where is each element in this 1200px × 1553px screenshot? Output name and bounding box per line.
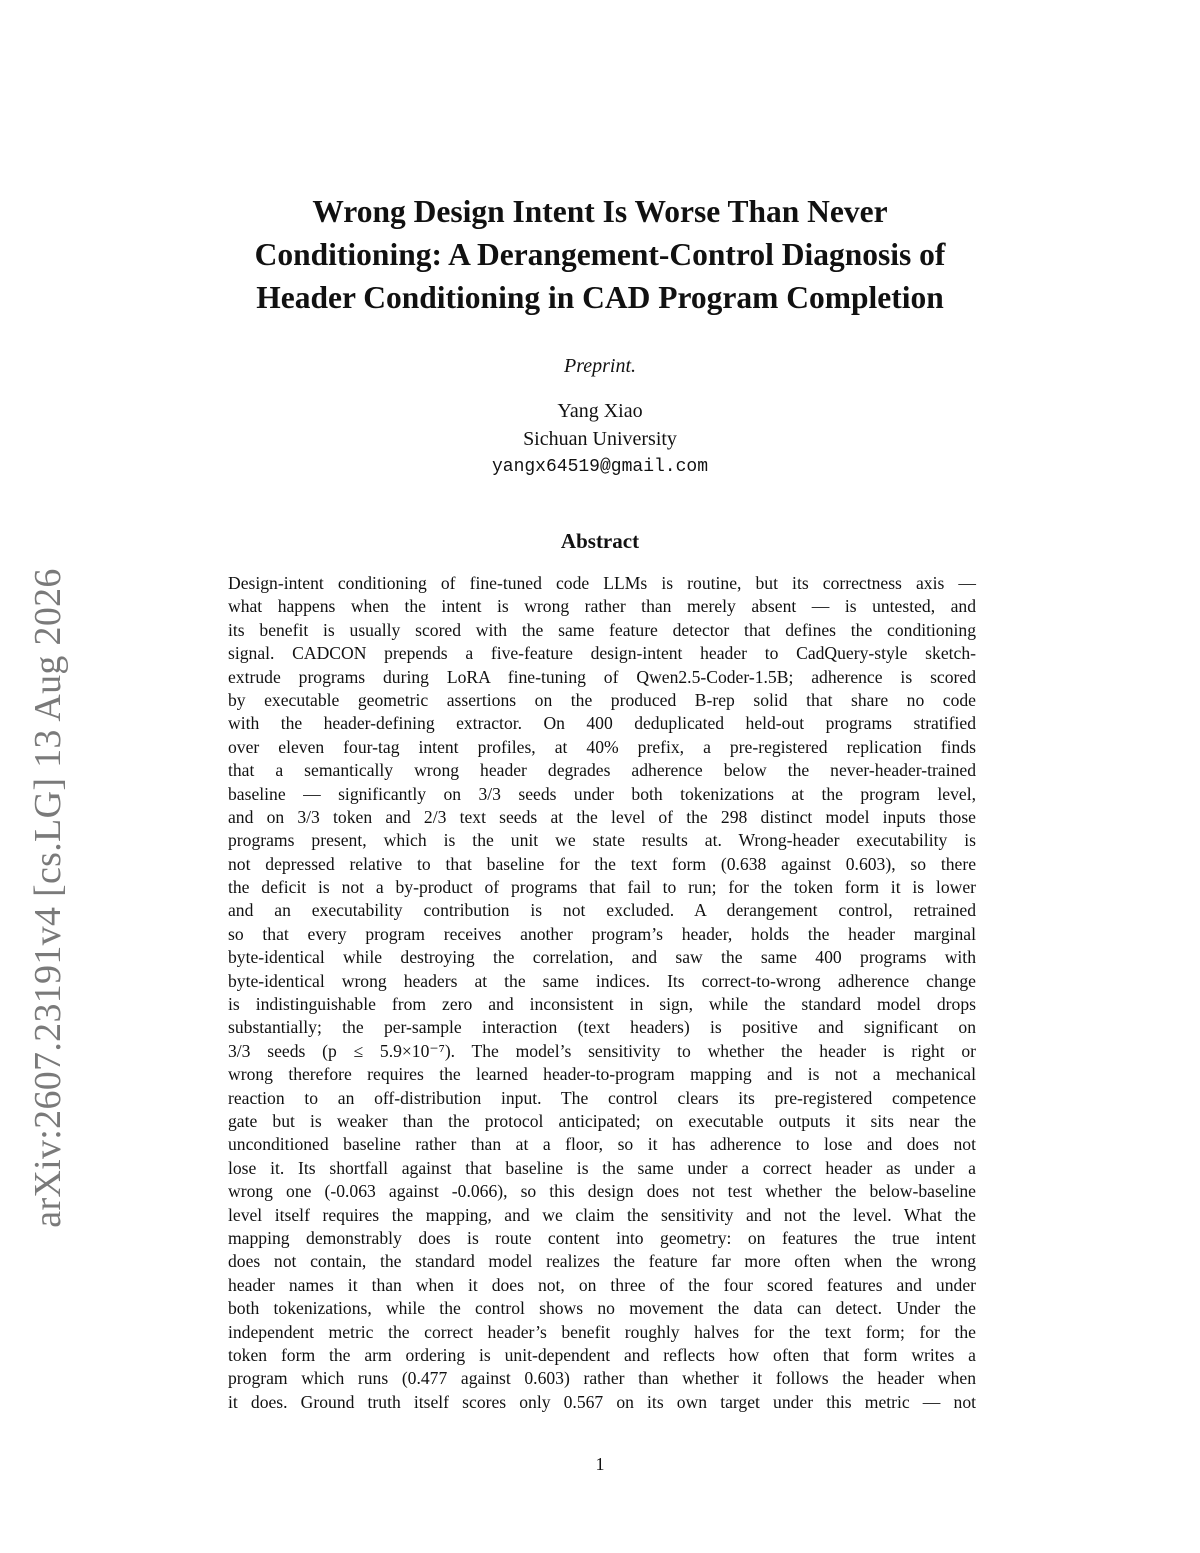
abstract-line: programs present, which is the unit we state results at. Wrong-header executability is bbox=[228, 830, 976, 851]
abstract-line: lose it. Its shortfall against that baseline is the same under a correct header as under a bbox=[228, 1157, 976, 1178]
preprint-label: Preprint. bbox=[563, 355, 637, 377]
abstract-line: program which runs (0.477 against 0.603) rather than whether it follows the header when bbox=[228, 1368, 976, 1389]
abstract-line: by executable geometric assertions on the produced B-rep solid that share no code bbox=[228, 689, 976, 710]
abstract-line: with the header-defining extractor. On 400 deduplicated held-out programs stratified bbox=[228, 713, 976, 734]
abstract-line: it does. Ground truth itself scores only 0.567 on its own target under this metric — not bbox=[228, 1391, 976, 1412]
abstract-line: does not contain, the standard model realizes the feature far more often when the wrong bbox=[228, 1251, 976, 1272]
title-line: Header Conditioning in CAD Program Completion bbox=[256, 280, 944, 315]
abstract-line: Design-intent conditioning of fine-tuned code LLMs is routine, but its correctness axis — bbox=[228, 573, 976, 593]
abstract-line: over eleven four-tag intent profiles, at 40% prefix, a pre-registered replication finds bbox=[228, 736, 976, 757]
abstract-line: the deficit is not a by-product of programs that fail to run; for the token form it is lower bbox=[228, 877, 976, 898]
abstract-line: token form the arm ordering is unit-dependent and reflects how often that form writes a bbox=[228, 1344, 976, 1365]
abstract-line: and an executability contribution is not excluded. A derangement control, retrained bbox=[228, 900, 976, 921]
abstract-line: unconditioned baseline rather than at a floor, so it has adherence to lose and does not bbox=[228, 1134, 976, 1155]
author-affiliation: Sichuan University bbox=[523, 428, 677, 450]
abstract-line: and on 3/3 token and 2/3 text seeds at the level of the 298 distinct model inputs those bbox=[228, 806, 976, 827]
abstract-line: independent metric the correct header’s benefit roughly halves for the text form; for the bbox=[228, 1321, 976, 1342]
abstract-line: its benefit is usually scored with the same feature detector that defines the conditioning bbox=[228, 619, 976, 640]
author-name: Yang Xiao bbox=[557, 400, 643, 422]
page-number: 1 bbox=[595, 1454, 605, 1474]
paper-title bbox=[160, 190, 1040, 319]
abstract-line: signal. CADCON prepends a five-feature design-intent header to CadQuery-style sketch- bbox=[228, 643, 976, 664]
abstract-line: wrong therefore requires the learned header-to-program mapping and is not a mechanical bbox=[228, 1064, 976, 1085]
abstract-line: header names it than when it does not, on three of the four scored features and under bbox=[228, 1274, 976, 1295]
abstract-line: is indistinguishable from zero and inconsistent in sign, while the standard model drops bbox=[228, 994, 976, 1015]
abstract-body bbox=[228, 572, 976, 1414]
author-block bbox=[0, 397, 1200, 481]
abstract-line: byte-identical while destroying the correlation, and saw the same 400 programs with bbox=[228, 947, 976, 968]
arxiv-identifier-stamp: arXiv:2607.23191v4 [cs.LG] 13 Aug 2026 bbox=[27, 568, 69, 1228]
abstract-line: what happens when the intent is wrong rather than merely absent — is untested, and bbox=[228, 596, 976, 617]
abstract-line: level itself requires the mapping, and we claim the sensitivity and not the level. What the bbox=[228, 1204, 976, 1225]
abstract-line: substantially; the per-sample interaction (text headers) is positive and significant on bbox=[228, 1017, 976, 1038]
abstract-line: reaction to an off-distribution input. The control clears its pre-registered competence bbox=[228, 1087, 976, 1108]
title-line: Wrong Design Intent Is Worse Than Never bbox=[312, 194, 888, 229]
title-line: Conditioning: A Derangement-Control Diagnosis of bbox=[254, 237, 946, 272]
author-email: yangx64519@gmail.com bbox=[491, 457, 709, 477]
abstract-line: that a semantically wrong header degrades adherence below the never-header-trained bbox=[228, 760, 976, 781]
abstract-line: mapping demonstrably does is route content into geometry: on features the true intent bbox=[228, 1227, 976, 1248]
abstract-line: not depressed relative to that baseline for the text form (0.638 against 0.603), so there bbox=[228, 853, 976, 874]
abstract-line: both tokenizations, while the control shows no movement the data can detect. Under the bbox=[228, 1298, 976, 1319]
abstract-line: gate but is weaker than the protocol anticipated; on executable outputs it sits near the bbox=[228, 1110, 976, 1131]
abstract-heading: Abstract bbox=[560, 529, 640, 553]
abstract-line: so that every program receives another program’s header, holds the header marginal bbox=[228, 923, 976, 944]
abstract-line: wrong one (-0.063 against -0.066), so this design does not test whether the below-baseline bbox=[228, 1181, 976, 1202]
abstract-line: 3/3 seeds (p ≤ 5.9×10⁻⁷). The model’s sensitivity to whether the header is right or bbox=[228, 1040, 976, 1061]
abstract-line: extrude programs during LoRA fine-tuning of Qwen2.5-Coder-1.5B; adherence is scored bbox=[228, 666, 976, 687]
abstract-line: baseline — significantly on 3/3 seeds under both tokenizations at the program level, bbox=[228, 783, 976, 804]
abstract-line: byte-identical wrong headers at the same indices. Its correct-to-wrong adherence change bbox=[228, 970, 976, 991]
